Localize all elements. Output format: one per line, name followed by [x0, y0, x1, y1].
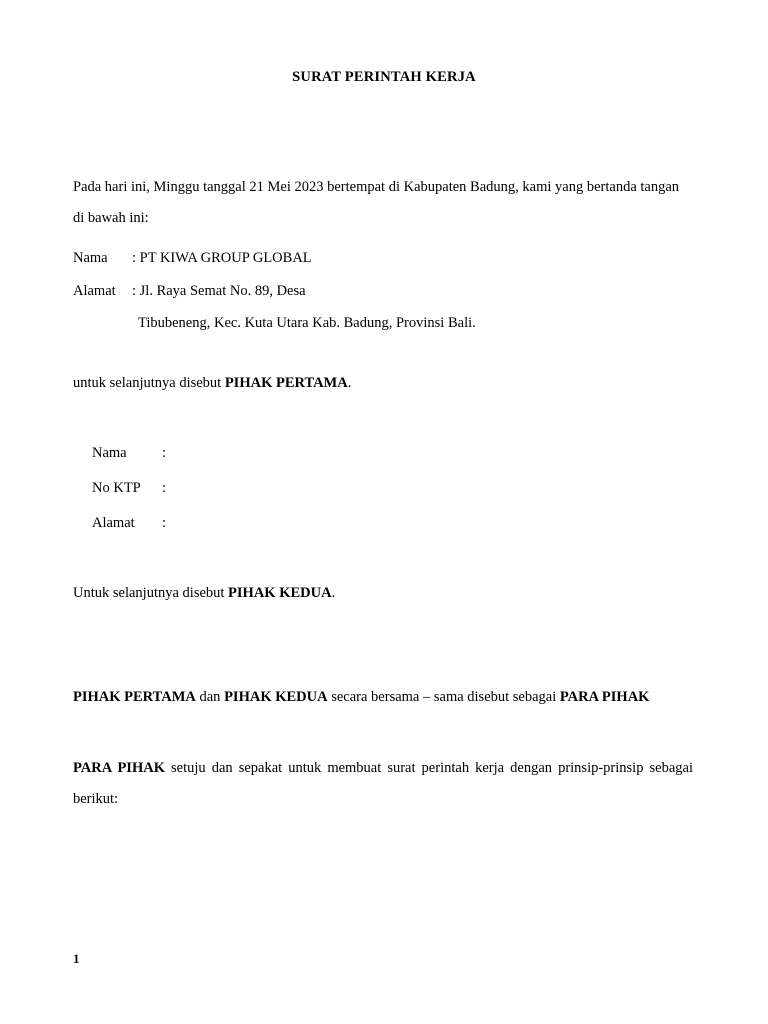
agreement-paragraph [73, 753, 693, 815]
parties-term-both: PARA PIHAK [559, 689, 650, 705]
first-party-designation [73, 376, 351, 391]
parties-text-and: dan [195, 689, 225, 705]
second-party-address-label: Alamat [92, 515, 135, 531]
agreement-text: setuju dan sepakat untuk membuat surat perintah kerja dengan prinsip-prinsip sebagai berikut: [73, 760, 693, 807]
second-party-designation-term: PIHAK KEDUA [228, 585, 332, 601]
second-party-name-label: Nama [92, 445, 127, 461]
document-title: SURAT PERINTAH KERJA [292, 69, 476, 85]
first-party-address-line1: : Jl. Raya Semat No. 89, Desa [132, 283, 306, 299]
page-number: 1 [73, 951, 80, 966]
second-party-designation [73, 586, 335, 601]
parties-term-first: PIHAK PERTAMA [73, 689, 196, 705]
first-party-designation-term: PIHAK PERTAMA [224, 375, 348, 391]
parties-sentence [73, 690, 649, 705]
first-party-address-line2: Tibubeneng, Kec. Kuta Utara Kab. Badung, Provinsi Bali. [138, 315, 476, 331]
agreement-term: PARA PIHAK [73, 760, 165, 776]
second-party-ktp-colon: : [162, 480, 167, 496]
second-party-designation-suffix: . [331, 585, 336, 601]
parties-term-second: PIHAK KEDUA [224, 689, 328, 705]
second-party-address-colon: : [162, 515, 167, 531]
second-party-ktp-label: No KTP [92, 480, 141, 496]
first-party-address-label: Alamat [73, 283, 116, 299]
parties-text-together: secara bersama – sama disebut sebagai [327, 689, 560, 705]
first-party-designation-prefix: untuk selanjutnya disebut [73, 375, 225, 391]
first-party-name-label: Nama [73, 250, 108, 266]
first-party-designation-suffix: . [347, 375, 352, 391]
second-party-designation-prefix: Untuk selanjutnya disebut [73, 585, 229, 601]
second-party-name-colon: : [162, 445, 167, 461]
first-party-name-value: : PT KIWA GROUP GLOBAL [132, 250, 312, 266]
intro-paragraph: Pada hari ini, Minggu tanggal 21 Mei 2023 bertempat di Kabupaten Badung, kami yang bertanda tangan di bawah ini: [73, 179, 680, 226]
